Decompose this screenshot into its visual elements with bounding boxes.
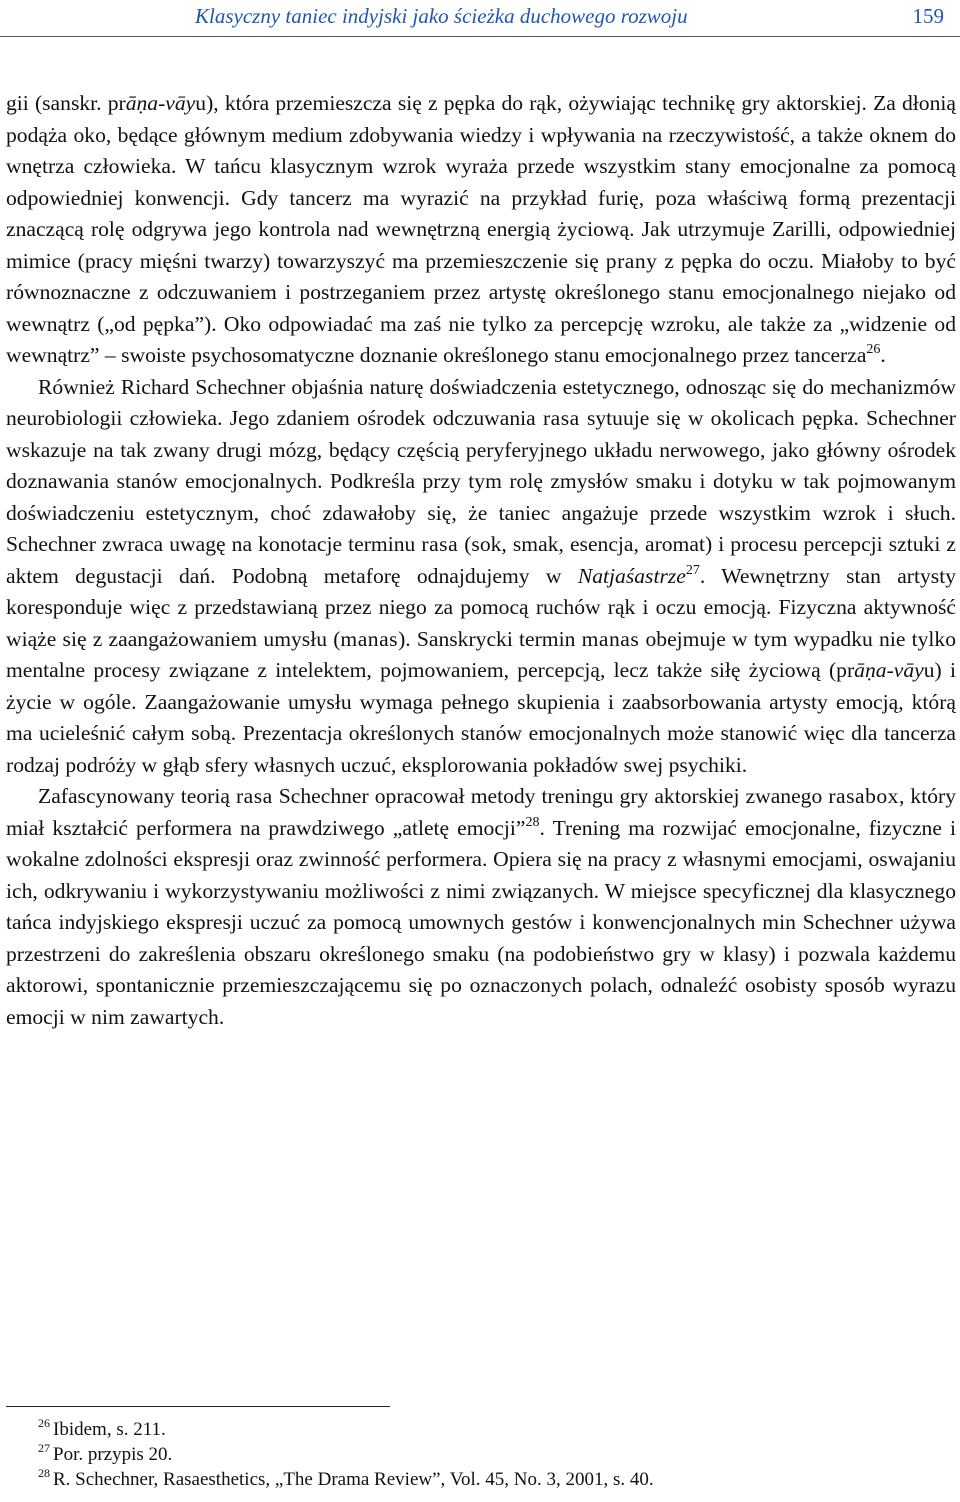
body-text — [6, 88, 956, 1033]
text-run: . — [880, 343, 886, 367]
footnote-reference: 26 — [866, 342, 881, 357]
paragraph — [6, 372, 956, 782]
text-run: prany — [605, 248, 658, 273]
text-run: vāy — [893, 658, 924, 682]
footnote — [38, 1417, 938, 1442]
text-run: , który miał kształcić performera na prawdziwego „atletę emocji” — [6, 784, 957, 840]
text-run: - — [158, 91, 166, 115]
text-run: u), która przemieszcza się z pępka do rąk, ożywiając technikę gry aktorskiej. Za dłonią podąża oko, będące głównym medium zdobywania wiedzy i wpływania na rzeczywistość, a także oknem do wnętrza człowieka. W tańcu klasycznym wzrok wyraża przede wszystkim stany emocjonalne za pomocą odpowiedniej konwencji. Gdy tancerz ma wyrazić na przykład furię, poza właściwą formą prezentacji znaczącą rolę odgrywa jego kontrola nad wewnętrzną energią życiową. Jak utrzymuje Zarilli, odpowiedniej mimice (pracy mięśni twarzy) towarzyszyć ma przemieszczenie się — [6, 91, 956, 273]
footnote-number: 26 — [38, 1416, 50, 1430]
text-run: vāy — [165, 91, 196, 115]
text-run: manas — [581, 626, 640, 651]
footnote-divider — [6, 1406, 390, 1407]
footnote — [38, 1442, 938, 1467]
footnotes — [38, 1417, 938, 1492]
footnote-number: 27 — [38, 1441, 50, 1455]
text-run: Również Richard Schechner objaśnia naturę doświadczenia estetycznego, odnosząc się do mechanizmów neurobiologii człowieka. Jego zdaniem ośrodek odczuwania — [6, 374, 956, 430]
running-header-title: Klasyczny taniec indyjski jako ścieżka duchowego rozwoju — [195, 4, 688, 28]
text-run: Natjaśastrze — [577, 563, 686, 588]
text-run: rasa — [421, 532, 459, 556]
footnote-text: R. Schechner, Rasaesthetics, „The Drama Review”, Vol. 45, No. 3, 2001, s. 40. — [53, 1469, 654, 1490]
footnote-reference: 27 — [685, 562, 700, 578]
footnote-text: Ibidem, s. 211. — [53, 1419, 166, 1440]
text-run: ). Sanskrycki termin — [398, 626, 582, 651]
text-run: manas — [340, 626, 399, 651]
text-run: Zafascynowany teorią — [38, 784, 236, 808]
text-run: u) i życie w ogóle. Zaangażowanie umysłu wymaga pełnego skupienia i zaabsorbowania artysty emocją, którą ma ucieleśnić całym sobą. Prezentacja określonych stanów emocjonalnych może stanowić więc dla tancerza rodzaj podróży w głąb sfery własnych uczuć, eksplorowania pokładów swej psychiki. — [6, 658, 956, 777]
text-run: rasa — [542, 406, 580, 430]
footnote-number: 28 — [38, 1466, 50, 1480]
text-run: rasabox — [828, 784, 899, 808]
text-run: āṇa — [125, 91, 159, 115]
text-run: gii (sanskr. pr — [6, 91, 126, 115]
paragraph — [6, 781, 956, 1033]
text-run: - — [886, 658, 894, 682]
text-run: z pępka do oczu. Miałoby to być równoznaczne z odczuwaniem i postrzeganiem przez artystę określonego stanu emocjonalnego niejako od wewnątrz („od pępka”). Oko odpowiadać ma zaś nie tylko za percepcję wzroku, ale także za „widzenie od wewnątrz” – swoiste psychosomatyczne doznanie określonego stanu emocjonalnego przez tancerza — [6, 248, 956, 367]
text-run: Schechner opracował metody treningu gry aktorskiej zwanego — [272, 784, 829, 808]
text-run: obejmuje w tym wypadku nie tylko mentalne procesy związane z intelektem, pojmowaniem, percepcją, lecz także siłę życiową (pr — [6, 626, 957, 682]
text-run: (sok, smak, esencja, aromat) i procesu percepcji sztuki z aktem degustacji dań. Podobną metaforę odnajdujemy w — [6, 532, 956, 588]
text-run: rasa — [235, 784, 273, 808]
footnote-reference: 28 — [525, 814, 540, 830]
text-run: āṇa — [854, 658, 887, 682]
header-divider — [0, 36, 960, 37]
footnote — [38, 1467, 938, 1492]
footnote-text: Por. przypis 20. — [53, 1444, 173, 1465]
text-run: sytuuje się w okolicach pępka. Schechner wskazuje na tak zwany drugi mózg, będący częścią peryferyjnego układu nerwowego, jako główny ośrodek doznawania stanów emocjonalnych. Podkreśla przy tym rolę zmysłów smaku i dotyku w tak pojmowanym doświadczeniu estetycznym, choć zdawałoby się, że taniec angażuje przede wszystkim wzrok i słuch. Schechner zwraca uwagę na konotacje terminu — [6, 406, 956, 556]
page-number: 159 — [912, 4, 944, 28]
running-header — [0, 0, 960, 42]
text-run: . Trening ma rozwijać emocjonalne, fizyczne i wokalne zdolności ekspresji oraz zwinność performera. Opiera się na pracy z własnymi emocjami, oswajaniu ich, odkrywaniu i wykorzystywaniu możliwości z nimi związanych. W miejsce specyficznej dla klasycznego tańca indyjskiego ekspresji uczuć za pomocą umownych gestów i konwencjonalnych min Schechner używa przestrzeni do zakreślenia obszaru określonego smaku (na podobieństwo gry w klasy) i pozwala każdemu aktorowi, spontanicznie przemieszczającemu się po oznaczonych polach, odnaleźć osobisty sposób wyrazu emocji w nim zawartych. — [6, 815, 956, 1029]
text-run: . Wewnętrzny stan artysty koresponduje więc z przedstawianą przez niego za pomocą ruchów rąk i oczu emocją. Fizyczna aktywność wiąże się z zaangażowaniem umysłu ( — [6, 563, 956, 651]
paragraph — [6, 88, 956, 372]
